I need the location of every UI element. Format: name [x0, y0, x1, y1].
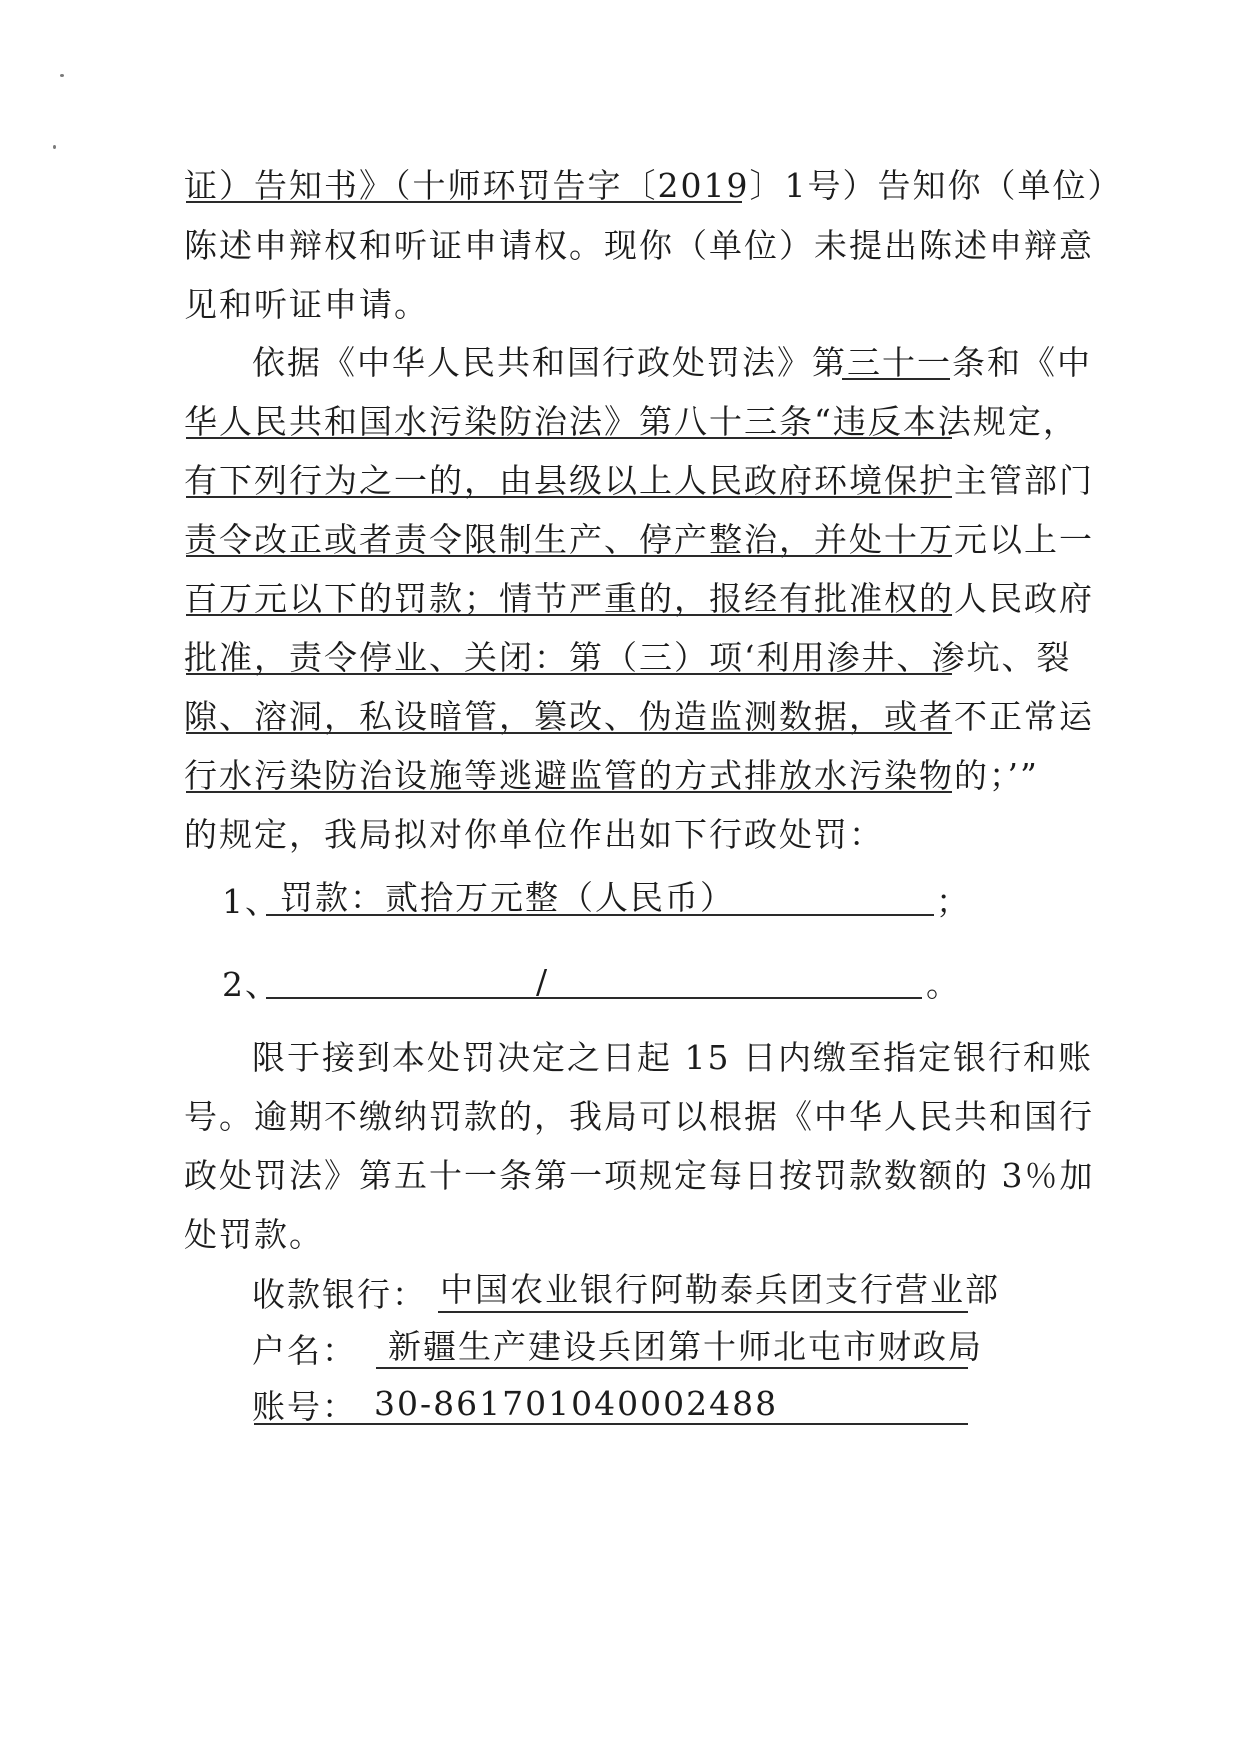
bank-underline [438, 1311, 968, 1313]
body-line: 行水污染防治设施等逃避监管的方式排放水污染物的；’” [184, 756, 1039, 795]
body-line: 批准，责令停业、关闭：第（三）项‘利用渗井、渗坑、裂 [184, 638, 1072, 677]
underline [186, 614, 952, 616]
underline [842, 378, 950, 380]
item-1-blank-line [266, 914, 934, 916]
item-1-end: ； [936, 882, 971, 921]
underline [186, 437, 952, 439]
scan-speck [53, 145, 56, 149]
body-line: 陈述申辩权和听证申请权。现你（单位）未提出陈述申辩意 [184, 226, 1094, 265]
account-name-underline [376, 1367, 968, 1369]
body-line: 政处罚法》第五十一条第一项规定每日按罚款数额的 3％加 [184, 1156, 1095, 1195]
bank-label: 收款银行： [252, 1275, 427, 1314]
body-line: 责令改正或者责令限制生产、停产整治，并处十万元以上一 [184, 520, 1094, 559]
underline [186, 201, 742, 203]
underline [186, 673, 952, 675]
item-2-blank-line [266, 997, 922, 999]
body-line: 限于接到本处罚决定之日起 15 日内缴至指定银行和账 [252, 1038, 1093, 1077]
underline [186, 555, 952, 557]
body-line: 号。逾期不缴纳罚款的，我局可以根据《中华人民共和国行 [184, 1097, 1094, 1136]
body-line: 百万元以下的罚款；情节严重的，报经有批准权的人民政府 [184, 579, 1094, 618]
underline [186, 732, 952, 734]
bank-value: 中国农业银行阿勒泰兵团支行营业部 [440, 1270, 1000, 1309]
item-2-number: 2、 [222, 965, 280, 1004]
body-line: 依据《中华人民共和国行政处罚法》第三十一条和《中 [252, 343, 1092, 382]
underline [186, 496, 952, 498]
account-number-value: 30-861701040002488 [374, 1384, 779, 1423]
account-name-label: 户名： [252, 1331, 357, 1370]
scan-speck [60, 74, 64, 77]
body-line: 处罚款。 [184, 1215, 324, 1254]
body-line: 华人民共和国水污染防治法》第八十三条“违反本法规定， [184, 402, 1078, 441]
item-2-end: 。 [926, 965, 961, 1004]
body-line: 的规定，我局拟对你单位作出如下行政处罚： [184, 815, 884, 854]
item-1-number: 1、 [222, 882, 280, 921]
body-line: 证）告知书》（十师环罚告字〔2019〕1号）告知你（单位） [184, 166, 1123, 205]
account-number-label: 账号： [252, 1387, 357, 1426]
body-line: 隙、溶洞，私设暗管，篡改、伪造监测数据，或者不正常运 [184, 697, 1094, 736]
account-name-value: 新疆生产建设兵团第十师北屯市财政局 [388, 1327, 983, 1366]
underline [186, 791, 952, 793]
body-line: 见和听证申请。 [184, 285, 429, 324]
body-line: 有下列行为之一的，由县级以上人民政府环境保护主管部门 [184, 461, 1094, 500]
item-1-text: 罚款：贰拾万元整（人民币） [280, 878, 735, 917]
account-number-underline [254, 1423, 968, 1425]
item-2-text: / [536, 962, 550, 1001]
